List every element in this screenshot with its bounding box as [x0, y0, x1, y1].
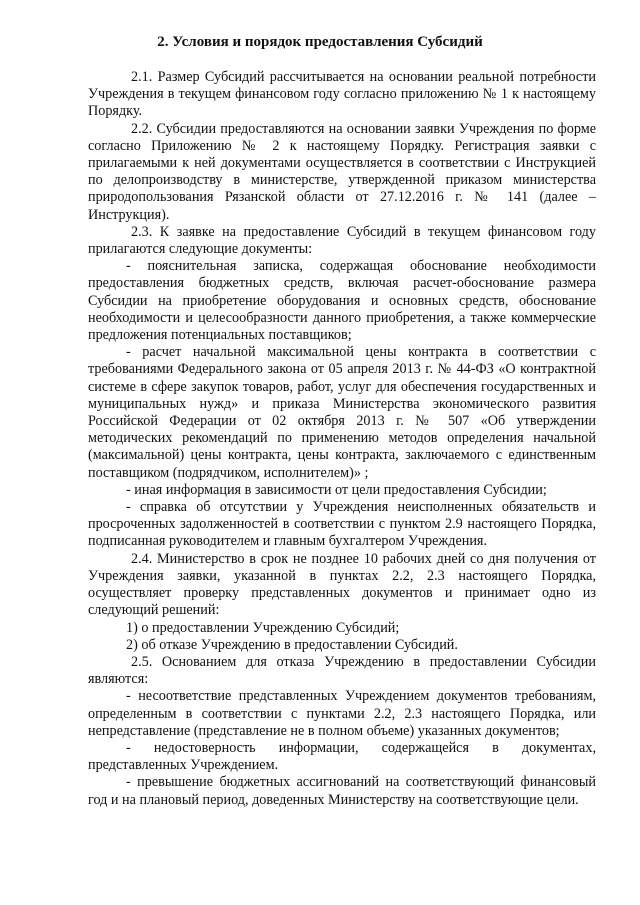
paragraph-2-2: 2.2. Субсидии предоставляются на основании заявки Учреждения по форме согласно Приложению № 2 к настоящему Порядку. Регистрация заявки с прилагаемыми к ней документами осуществляется в соответствии с Инструкцией по делопроизводству в министерстве, утвержденной приказом министерства природопользования Рязанской области от 27.12.2016 г. № 141 (далее – Инструкция). [88, 120, 596, 223]
paragraph-2-1: 2.1. Размер Субсидий рассчитывается на основании реальной потребности Учреждения в текущем финансовом году согласно приложению № 1 к настоящему Порядку. [88, 69, 596, 120]
paragraph-2-4: 2.4. Министерство в срок не позднее 10 рабочих дней со дня получения от Учреждения заявки, указанной в пунктах 2.2, 2.3 настоящего Порядка, осуществляет проверку представленных документов и принимает одно из следующий решений: [88, 550, 596, 619]
refusal-item-nonconformity: - несоответствие представленных Учреждением документов требованиям, определенным в соответствии с пунктами 2.2, 2.3 настоящего Порядка, или непредставление (представление не в полном объеме) указанных документов; [88, 688, 596, 739]
list-item-debt-certificate: - справка об отсутствии у Учреждения неисполненных обязательств и просроченных задолженностей в соответствии с пунктом 2.9 настоящего Порядка, подписанная руководителем и главным бухгалтером Учреждения. [88, 499, 596, 550]
refusal-item-unreliability: - недостоверность информации, содержащейся в документах, представленных Учреждением. [88, 739, 596, 774]
list-item-other-information: - иная информация в зависимости от цели предоставления Субсидии; [126, 481, 547, 498]
paragraph-2-5: 2.5. Основанием для отказа Учреждению в предоставлении Субсидии являются: [88, 653, 596, 688]
decision-item-grant: 1) о предоставлении Учреждению Субсидий; [126, 619, 400, 636]
section-body [88, 69, 596, 809]
list-item-explanatory-note: - пояснительная записка, содержащая обоснование необходимости предоставления бюджетных средств, включая расчет-обоснование размера Субсидии на приобретение оборудования и основных средств, обоснование необходимости и целесообразности данного приобретения, а также коммерческие предложения потенциальных поставщиков; [88, 258, 596, 344]
paragraph-2-3: 2.3. К заявке на предоставление Субсидий в текущем финансовом году прилагаются следующие документы: [88, 223, 596, 258]
refusal-item-budget-excess: - превышение бюджетных ассигнований на соответствующий финансовый год и на плановый период, доведенных Министерству на соответствующие цели. [88, 774, 596, 808]
section-title: 2. Условия и порядок предоставления Субсидий [157, 34, 483, 50]
decision-item-refuse: 2) об отказе Учреждению в предоставлении Субсидий. [126, 636, 458, 653]
list-item-price-calculation: - расчет начальной максимальной цены контракта в соответствии с требованиями Федерального закона от 05 апреля 2013 г. № 44-ФЗ «О контрактной системе в сфере закупок товаров, работ, услуг для обеспечения государственных и муниципальных нужд» и приказа Министерства экономического развития Российской Федерации от 02 октября 2013 г. № 507 «Об утверждении методических рекомендаций по применению методов определения начальной (максимальной) цены контракта, цены контракта, заключаемого с единственным поставщиком (подрядчиком, исполнителем)» ; [88, 344, 596, 481]
